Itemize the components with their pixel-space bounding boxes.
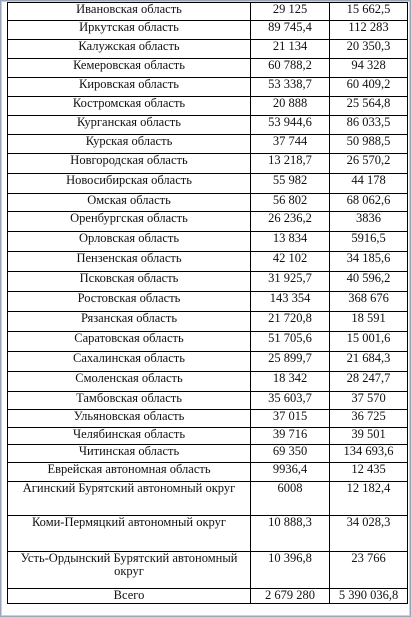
region-name-cell: Костромская область bbox=[8, 97, 251, 116]
value-2-cell: 25 564,8 bbox=[330, 97, 408, 116]
table-row bbox=[8, 292, 408, 312]
table-row bbox=[8, 332, 408, 352]
region-name-cell: Курская область bbox=[8, 135, 251, 154]
region-name-cell: Кемеровская область bbox=[8, 59, 251, 78]
value-1-cell: 35 603,7 bbox=[251, 392, 330, 410]
table-row bbox=[8, 21, 408, 40]
table-row bbox=[8, 482, 408, 516]
region-name-cell: Саратовская область bbox=[8, 332, 251, 352]
table-row bbox=[8, 372, 408, 392]
table-row bbox=[8, 516, 408, 552]
value-1-cell: 51 705,6 bbox=[251, 332, 330, 352]
region-name-cell: Ивановская область bbox=[8, 3, 251, 21]
table-row bbox=[8, 445, 408, 463]
value-2-cell: 5916,5 bbox=[330, 232, 408, 252]
value-1-cell: 21 720,8 bbox=[251, 312, 330, 332]
value-1-cell: 56 802 bbox=[251, 194, 330, 212]
value-1-cell: 10 396,8 bbox=[251, 552, 330, 589]
value-1-cell: 42 102 bbox=[251, 252, 330, 272]
value-2-cell: 36 725 bbox=[330, 410, 408, 428]
region-name-cell: Ульяновская область bbox=[8, 410, 251, 428]
value-2-cell: 15 001,6 bbox=[330, 332, 408, 352]
value-1-cell: 29 125 bbox=[251, 3, 330, 21]
table-row bbox=[8, 78, 408, 97]
region-name-cell: Пензенская область bbox=[8, 252, 251, 272]
value-2-cell: 112 283 bbox=[330, 21, 408, 40]
total-value-2-cell: 5 390 036,8 bbox=[330, 589, 408, 604]
value-1-cell: 25 899,7 bbox=[251, 352, 330, 372]
total-row bbox=[8, 589, 408, 604]
region-name-cell: Читинская область bbox=[8, 445, 251, 463]
value-1-cell: 143 354 bbox=[251, 292, 330, 312]
value-2-cell: 15 662,5 bbox=[330, 3, 408, 21]
table-row bbox=[8, 40, 408, 59]
table-row bbox=[8, 154, 408, 174]
value-1-cell: 60 788,2 bbox=[251, 59, 330, 78]
value-2-cell: 34 028,3 bbox=[330, 516, 408, 552]
region-name-cell: Оренбургская область bbox=[8, 212, 251, 232]
total-value-1-cell: 2 679 280 bbox=[251, 589, 330, 604]
value-1-cell: 31 925,7 bbox=[251, 272, 330, 292]
value-1-cell: 69 350 bbox=[251, 445, 330, 463]
table-row bbox=[8, 135, 408, 154]
region-name-cell: Ростовская область bbox=[8, 292, 251, 312]
value-1-cell: 18 342 bbox=[251, 372, 330, 392]
table-row bbox=[8, 59, 408, 78]
region-name-cell: Орловская область bbox=[8, 232, 251, 252]
table-row bbox=[8, 174, 408, 194]
table-body bbox=[8, 3, 408, 604]
value-2-cell: 34 185,6 bbox=[330, 252, 408, 272]
value-2-cell: 86 033,5 bbox=[330, 116, 408, 135]
region-name-cell: Еврейская автономная область bbox=[8, 463, 251, 482]
value-1-cell: 20 888 bbox=[251, 97, 330, 116]
value-2-cell: 26 570,2 bbox=[330, 154, 408, 174]
region-data-table bbox=[7, 2, 408, 604]
table-row bbox=[8, 463, 408, 482]
region-name-cell: Рязанская область bbox=[8, 312, 251, 332]
table-row bbox=[8, 116, 408, 135]
value-1-cell: 37 015 bbox=[251, 410, 330, 428]
value-2-cell: 368 676 bbox=[330, 292, 408, 312]
value-2-cell: 39 501 bbox=[330, 428, 408, 445]
table-row bbox=[8, 552, 408, 589]
value-2-cell: 94 328 bbox=[330, 59, 408, 78]
region-name-cell: Иркутская область bbox=[8, 21, 251, 40]
region-name-cell: Коми-Пермяцкий автономный округ bbox=[8, 516, 251, 552]
value-2-cell: 21 684,3 bbox=[330, 352, 408, 372]
table-row bbox=[8, 97, 408, 116]
region-name-cell: Омская область bbox=[8, 194, 251, 212]
total-label-cell: Всего bbox=[8, 589, 251, 604]
region-name-cell: Сахалинская область bbox=[8, 352, 251, 372]
table-row bbox=[8, 352, 408, 372]
table-row bbox=[8, 410, 408, 428]
region-name-cell: Псковская область bbox=[8, 272, 251, 292]
value-1-cell: 26 236,2 bbox=[251, 212, 330, 232]
value-1-cell: 9936,4 bbox=[251, 463, 330, 482]
value-2-cell: 28 247,7 bbox=[330, 372, 408, 392]
table-row bbox=[8, 312, 408, 332]
value-1-cell: 37 744 bbox=[251, 135, 330, 154]
region-name-cell: Новосибирская область bbox=[8, 174, 251, 194]
value-1-cell: 53 338,7 bbox=[251, 78, 330, 97]
region-name-cell: Новгородская область bbox=[8, 154, 251, 174]
region-name-cell: Агинский Бурятский автономный округ bbox=[8, 482, 251, 516]
value-1-cell: 55 982 bbox=[251, 174, 330, 194]
value-1-cell: 21 134 bbox=[251, 40, 330, 59]
region-name-cell: Калужская область bbox=[8, 40, 251, 59]
value-2-cell: 12 435 bbox=[330, 463, 408, 482]
region-name-cell: Усть-Ордынский Бурятский автономный округ bbox=[8, 552, 251, 589]
region-name-cell: Кировская область bbox=[8, 78, 251, 97]
table-row bbox=[8, 232, 408, 252]
region-name-cell: Челябинская область bbox=[8, 428, 251, 445]
value-2-cell: 18 591 bbox=[330, 312, 408, 332]
value-1-cell: 10 888,3 bbox=[251, 516, 330, 552]
table-row bbox=[8, 428, 408, 445]
table-row bbox=[8, 194, 408, 212]
value-1-cell: 89 745,4 bbox=[251, 21, 330, 40]
region-name-cell: Тамбовская область bbox=[8, 392, 251, 410]
value-2-cell: 40 596,2 bbox=[330, 272, 408, 292]
value-2-cell: 12 182,4 bbox=[330, 482, 408, 516]
value-2-cell: 44 178 bbox=[330, 174, 408, 194]
table-row bbox=[8, 212, 408, 232]
value-1-cell: 13 834 bbox=[251, 232, 330, 252]
value-2-cell: 50 988,5 bbox=[330, 135, 408, 154]
value-2-cell: 37 570 bbox=[330, 392, 408, 410]
table-row bbox=[8, 272, 408, 292]
value-1-cell: 53 944,6 bbox=[251, 116, 330, 135]
value-2-cell: 68 062,6 bbox=[330, 194, 408, 212]
region-name-cell: Смоленская область bbox=[8, 372, 251, 392]
value-2-cell: 3836 bbox=[330, 212, 408, 232]
value-2-cell: 60 409,2 bbox=[330, 78, 408, 97]
table-row bbox=[8, 392, 408, 410]
value-2-cell: 20 350,3 bbox=[330, 40, 408, 59]
table-row bbox=[8, 252, 408, 272]
value-2-cell: 23 766 bbox=[330, 552, 408, 589]
value-1-cell: 6008 bbox=[251, 482, 330, 516]
value-1-cell: 39 716 bbox=[251, 428, 330, 445]
value-1-cell: 13 218,7 bbox=[251, 154, 330, 174]
table-row bbox=[8, 3, 408, 21]
region-name-cell: Курганская область bbox=[8, 116, 251, 135]
value-2-cell: 134 693,6 bbox=[330, 445, 408, 463]
